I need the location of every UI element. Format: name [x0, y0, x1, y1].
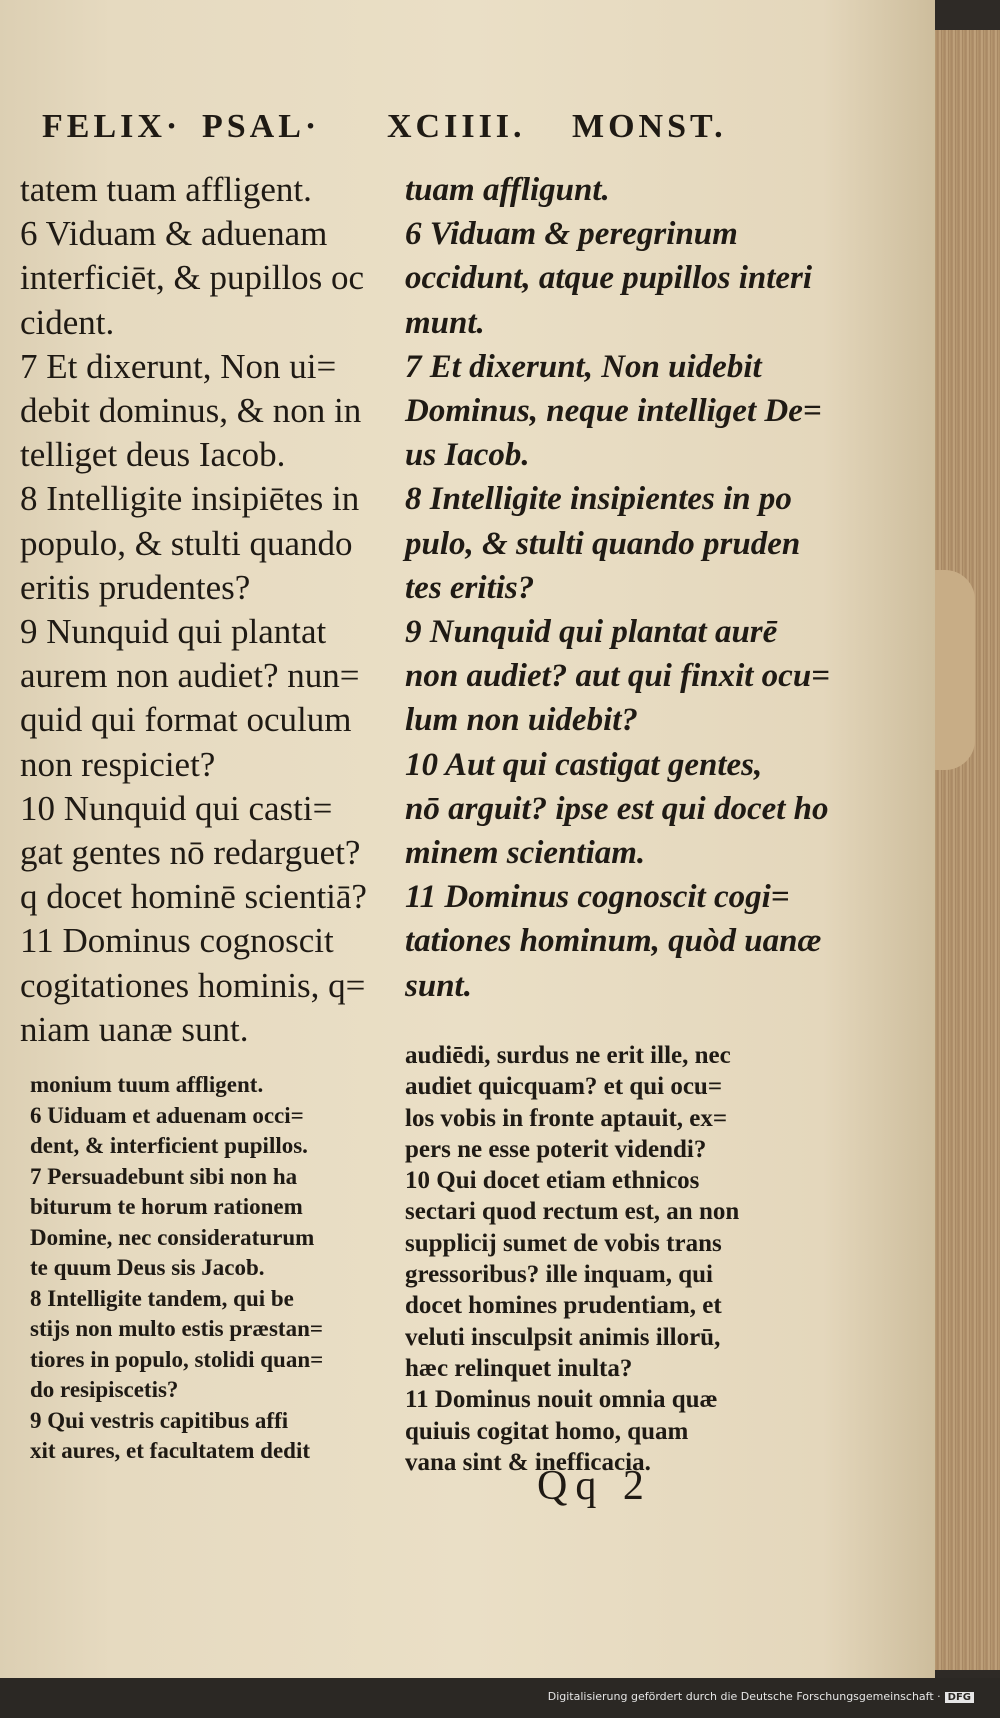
text-line: veluti insculpsit animis illorū,	[405, 1323, 721, 1351]
text-line: 10 Nunquid qui casti=	[20, 788, 333, 828]
text-line: sectari quod rectum est, an non	[405, 1198, 740, 1226]
text-line: los vobis in fronte aptauit, ex=	[405, 1104, 728, 1132]
credit-text: Digitalisierung gefördert durch die Deutsche Forschungsgemeinschaft ·	[547, 1690, 941, 1703]
text-line: 7 Et dixerunt, Non uidebit	[405, 348, 762, 385]
text-line: 11 Dominus nouit omnia quæ	[405, 1386, 718, 1414]
text-line: 8 Intelligite tandem, qui be	[30, 1285, 294, 1311]
text-line: cogitationes hominis, q=	[20, 965, 366, 1005]
text-line: telliget deus Iacob.	[20, 435, 286, 475]
digitization-credit	[548, 1690, 974, 1703]
text-line: Dominus, neque intelliget De=	[405, 393, 822, 430]
right-column-blackletter-paraphrase	[405, 1040, 805, 1478]
text-line: tatem tuam affligent.	[20, 170, 312, 209]
text-line: te quum Deus sis Jacob.	[30, 1255, 265, 1280]
text-line: dent, & interficient pupillos.	[30, 1133, 308, 1158]
text-line: non respiciet?	[20, 744, 216, 784]
text-line: us Iacob.	[405, 437, 530, 474]
text-line: q docet hominē scientiā?	[20, 877, 367, 917]
text-line: aurem non audiet? nun=	[20, 656, 360, 696]
left-column-blackletter-paraphrase	[30, 1070, 390, 1467]
dfg-logo: DFG	[945, 1692, 974, 1703]
page-edges	[935, 30, 1000, 1670]
text-line: biturum te horum rationem	[30, 1194, 303, 1219]
text-line: non audiet? aut qui finxit ocu=	[405, 658, 830, 695]
text-line: 11 Dominus cognoscit cogi=	[405, 879, 790, 916]
running-header	[42, 108, 742, 152]
text-line: 7 Persuadebunt sibi non ha	[30, 1163, 298, 1189]
header-word-felix: FELIX·	[42, 108, 182, 145]
text-line: stijs non multo estis præstan=	[30, 1316, 323, 1341]
text-line: xit aures, et facultatem dedit	[30, 1438, 310, 1463]
text-line: tes eritis?	[405, 569, 535, 606]
text-line: 10 Qui docet etiam ethnicos	[405, 1167, 700, 1195]
text-line: nō arguit? ipse est qui docet ho	[405, 790, 829, 827]
text-line: 11 Dominus cognoscit	[20, 921, 334, 961]
text-line: tationes hominum, quòd uanæ	[405, 923, 822, 960]
text-line: quid qui format oculum	[20, 700, 352, 740]
right-column-latin-translation	[405, 168, 830, 1008]
text-line: interficiēt, & pupillos oc	[20, 258, 365, 298]
text-line: do resipiscetis?	[30, 1377, 179, 1402]
signature-mark: Qq 2	[537, 1463, 652, 1509]
text-line: pulo, & stulti quando pruden	[405, 525, 801, 562]
text-line: minem scientiam.	[405, 835, 646, 872]
text-line: audiet quicquam? et qui ocu=	[405, 1073, 723, 1101]
text-line: tuam affligunt.	[405, 172, 610, 208]
text-line: niam uanæ sunt.	[20, 1009, 249, 1049]
text-line: lum non uidebit?	[405, 702, 638, 739]
text-line: Domine, nec consideraturum	[30, 1224, 315, 1250]
text-line: supplicij sumet de vobis trans	[405, 1229, 722, 1257]
text-line: gat gentes nō redarguet?	[20, 833, 361, 873]
text-line: tiores in populo, stolidi quan=	[30, 1346, 324, 1372]
text-line: 7 Et dixerunt, Non ui=	[20, 346, 337, 386]
header-word-psal: PSAL·	[202, 108, 321, 145]
left-column-latin-vulgate	[20, 168, 390, 1052]
text-line: vana sint & inefficacia.	[405, 1448, 651, 1476]
text-line: quiuis cogitat homo, quam	[405, 1417, 689, 1445]
text-line: 6 Viduam & peregrinum	[405, 216, 738, 253]
text-line: occidunt, atque pupillos interi	[405, 260, 813, 297]
text-line: cident.	[20, 302, 115, 342]
text-line: docet homines prudentiam, et	[405, 1292, 722, 1320]
text-line: 9 Nunquid qui plantat	[20, 612, 327, 652]
text-line: populo, & stulti quando	[20, 523, 353, 563]
text-line: 8 Intelligite insipientes in po	[405, 481, 792, 518]
text-line: 6 Viduam & aduenam	[20, 214, 328, 254]
text-line: debit dominus, & non in	[20, 391, 362, 431]
text-line: 9 Nunquid qui plantat aurē	[405, 614, 778, 651]
text-line: 10 Aut qui castigat gentes,	[405, 746, 763, 783]
text-line: munt.	[405, 304, 485, 341]
text-line: audiēdi, surdus ne erit ille, nec	[405, 1042, 731, 1069]
text-line: pers ne esse poterit videndi?	[405, 1135, 707, 1163]
text-line: monium tuum affligent.	[30, 1072, 264, 1097]
text-line: 9 Qui vestris capitibus affi	[30, 1407, 289, 1433]
header-word-numeral: XCIIII.	[387, 108, 526, 145]
text-line: eritis prudentes?	[20, 567, 251, 607]
text-line: 6 Uiduam et aduenam occi=	[30, 1102, 304, 1128]
text-line: gressoribus? ille inquam, qui	[405, 1261, 713, 1289]
text-line: hæc relinquet inulta?	[405, 1354, 633, 1382]
text-line: sunt.	[405, 967, 472, 1004]
text-line: 8 Intelligite insipiētes in	[20, 479, 360, 519]
header-word-monst: MONST.	[572, 108, 727, 145]
